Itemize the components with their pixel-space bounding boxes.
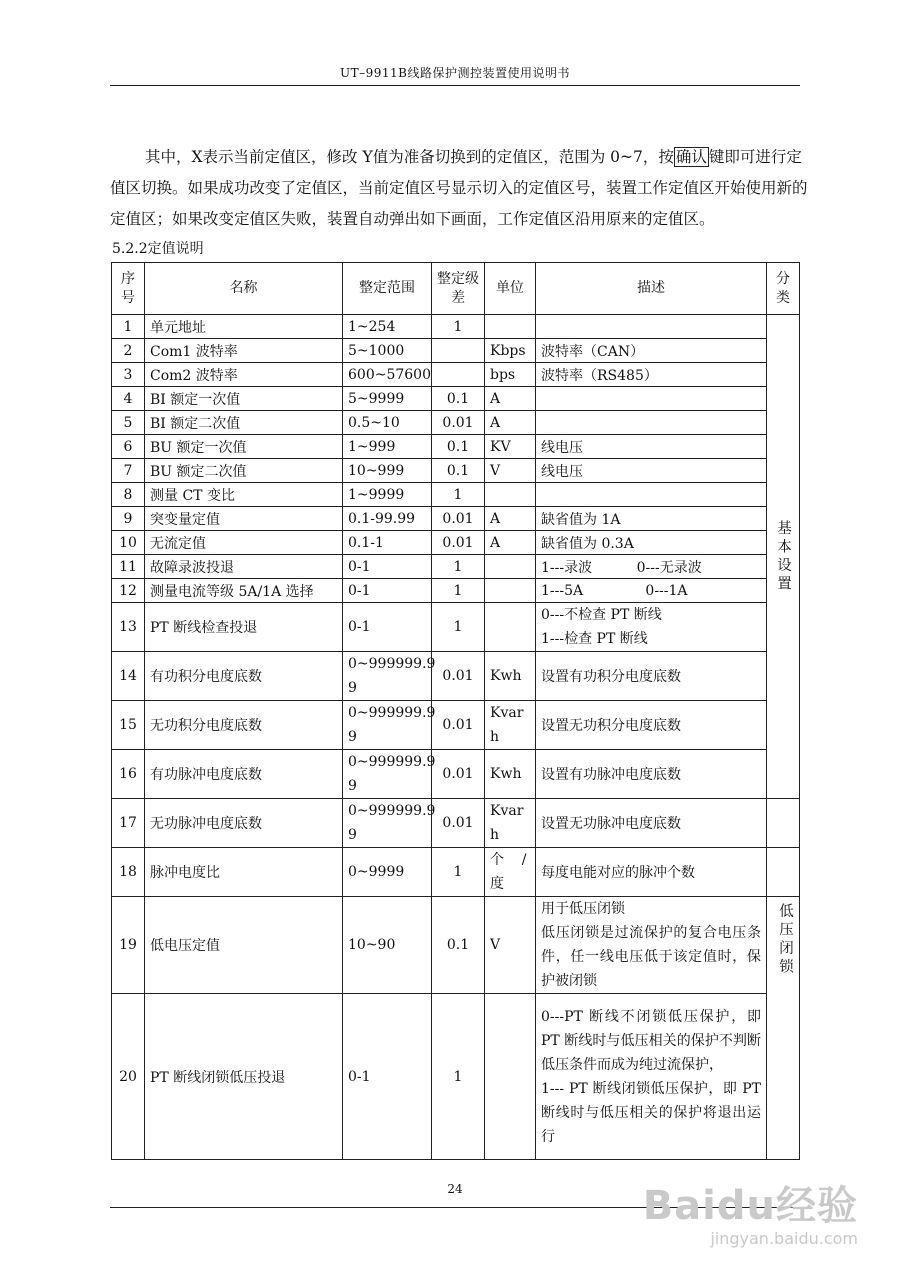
cell-step: 1 (432, 555, 485, 579)
cell-range: 1~254 (343, 315, 432, 339)
cell-name: 有功积分电度底数 (145, 652, 343, 701)
baidu-watermark (643, 1174, 858, 1248)
table-row (112, 848, 800, 897)
table-row (112, 339, 800, 363)
desc-line: 0---不检查 PT 断线 (541, 607, 662, 623)
cell-seq: 17 (112, 799, 145, 848)
cell-desc (536, 994, 767, 1160)
header-name: 名称 (145, 263, 343, 315)
table-row (112, 531, 800, 555)
table-row (112, 897, 800, 994)
unit-line: h (490, 729, 500, 745)
cell-range (343, 701, 436, 750)
cell-name: 故障录波投退 (145, 555, 343, 579)
header-unit: 单位 (485, 263, 536, 315)
cell-step: 0.1 (432, 387, 485, 411)
cell-name: PT 断线检查投退 (145, 603, 343, 652)
category-lowv (767, 897, 800, 1160)
cell-range: 1~9999 (343, 483, 432, 507)
range-line: 9 (348, 680, 357, 696)
cell-name: BI 额定二次值 (145, 411, 343, 435)
unit-line: Kvar (490, 803, 524, 819)
cell-range: 0.5~10 (343, 411, 432, 435)
cell-name: 测量 CT 变比 (145, 483, 343, 507)
cell-desc (536, 483, 767, 507)
cell-seq: 19 (112, 897, 145, 994)
table-row (112, 799, 800, 848)
cell-name: 无功脉冲电度底数 (145, 799, 343, 848)
cell-desc: 每度电能对应的脉冲个数 (536, 848, 767, 897)
unit-line: 度 (490, 876, 504, 892)
cell-range (343, 652, 436, 701)
cell-step: 0.01 (432, 411, 485, 435)
cell-seq: 9 (112, 507, 145, 531)
cell-unit (485, 483, 536, 507)
watermark-logo-text: Baidu经验 (642, 1183, 858, 1229)
cell-range: 10~90 (343, 897, 432, 994)
cell-name: Com1 波特率 (145, 339, 343, 363)
cell-unit: KV (485, 435, 536, 459)
cell-unit: V (485, 459, 536, 483)
unit-line: 个 / (490, 852, 527, 868)
cell-name: 无流定值 (145, 531, 343, 555)
cell-seq: 5 (112, 411, 145, 435)
cell-unit: A (485, 387, 536, 411)
header-desc: 描述 (536, 263, 767, 315)
cell-unit: A (485, 507, 536, 531)
cell-desc: 设置无功积分电度底数 (536, 701, 767, 750)
category-empty (767, 799, 800, 848)
intro-paragraph (110, 142, 815, 235)
watermark-url: jingyan.baidu.com (710, 1229, 858, 1248)
unit-line: h (490, 827, 500, 843)
range-line: 0~999999.9 (348, 656, 436, 672)
table-row (112, 652, 800, 701)
cell-seq: 20 (112, 994, 145, 1160)
header-cat: 分类 (767, 263, 800, 315)
cell-step: 0.01 (432, 507, 485, 531)
range-line: 9 (348, 729, 357, 745)
cell-unit (485, 555, 536, 579)
cell-step: 1 (432, 994, 485, 1160)
cell-unit (485, 799, 536, 848)
cell-name: 单元地址 (145, 315, 343, 339)
cell-step: 0.01 (432, 750, 485, 799)
cell-unit (485, 701, 536, 750)
range-line: 9 (348, 827, 357, 843)
cell-name: BU 额定一次值 (145, 435, 343, 459)
cell-step (432, 363, 485, 387)
table-row (112, 483, 800, 507)
cell-unit: bps (485, 363, 536, 387)
desc-line: 1--- PT 断线闭锁低压保护，即 PT 断线时与低压相关的保护将退出运行 (541, 1080, 761, 1145)
cell-unit (485, 603, 536, 652)
cell-desc: 波特率（RS485） (536, 363, 767, 387)
cell-desc: 缺省值为 0.3A (536, 531, 767, 555)
cell-step: 1 (432, 848, 485, 897)
category-lowv-label: 低压闭锁 (777, 903, 793, 977)
cell-range: 10~999 (343, 459, 432, 483)
cell-desc: 1---录波 0---无录波 (536, 555, 767, 579)
header-range: 整定范围 (343, 263, 432, 315)
table-row (112, 579, 800, 603)
cell-range: 0-1 (343, 555, 432, 579)
cell-range: 5~9999 (343, 387, 432, 411)
intro-text-1: 其中，X表示当前定值区，修改 Y值为准备切换到的定值区，范围为 0~7，按 (145, 148, 674, 166)
page-header-title: UT–9911B线路保护测控装置使用说明书 (340, 66, 570, 80)
cell-name: 无功积分电度底数 (145, 701, 343, 750)
cell-step: 0.01 (432, 531, 485, 555)
unit-line: Kvar (490, 705, 524, 721)
table-row (112, 701, 800, 750)
intro-text-2: 键即可进行定值区切换。如果成功改变了定值区，当前定值区号显示切入的定值区号，装置工作定值区开始使用新的定值区；如果改变定值区失败，装置自动弹出如下画面，工作定值区沿用原来的定值区。 (110, 148, 808, 228)
cell-step: 1 (432, 603, 485, 652)
cell-range: 600~57600 (343, 363, 432, 387)
cell-unit: Kwh (485, 750, 536, 799)
cell-step: 0.1 (432, 459, 485, 483)
cell-range: 0-1 (343, 603, 432, 652)
cell-unit (485, 315, 536, 339)
cell-range: 0.1-99.99 (343, 507, 432, 531)
cell-step: 0.01 (432, 799, 485, 848)
cell-unit: Kbps (485, 339, 536, 363)
cell-name: 低电压定值 (145, 897, 343, 994)
cell-seq: 8 (112, 483, 145, 507)
settings-table (111, 262, 800, 1160)
cell-desc (536, 387, 767, 411)
header-rule (110, 85, 800, 86)
cell-step: 0.01 (432, 701, 485, 750)
cell-desc: 线电压 (536, 459, 767, 483)
cell-seq: 16 (112, 750, 145, 799)
cell-seq: 2 (112, 339, 145, 363)
cell-range: 5~1000 (343, 339, 432, 363)
cell-seq: 3 (112, 363, 145, 387)
cell-step: 1 (432, 483, 485, 507)
table-row (112, 411, 800, 435)
cell-desc (536, 315, 767, 339)
cell-name: 突变量定值 (145, 507, 343, 531)
cell-range: 0-1 (343, 994, 432, 1160)
cell-step: 1 (432, 579, 485, 603)
range-line: 0~999999.9 (348, 754, 436, 770)
cell-name: 脉冲电度比 (145, 848, 343, 897)
desc-line: 用于低压闭锁 (541, 901, 625, 917)
cell-step: 0.1 (432, 897, 485, 994)
cell-unit (485, 579, 536, 603)
table-row (112, 994, 800, 1160)
cell-name: 测量电流等级 5A/1A 选择 (145, 579, 343, 603)
category-basic: 基本设置 (767, 315, 800, 799)
cell-range: 1~999 (343, 435, 432, 459)
cell-name: Com2 波特率 (145, 363, 343, 387)
table-row (112, 750, 800, 799)
cell-range (343, 799, 436, 848)
cell-seq: 10 (112, 531, 145, 555)
cell-range: 0~9999 (343, 848, 432, 897)
cell-range: 0.1-1 (343, 531, 432, 555)
desc-line: 1---检查 PT 断线 (541, 631, 648, 647)
cell-step: 0.01 (432, 652, 485, 701)
table-row (112, 435, 800, 459)
cell-step: 1 (432, 315, 485, 339)
header-seq: 序号 (112, 263, 145, 315)
cell-unit: V (485, 897, 536, 994)
cell-desc (536, 411, 767, 435)
cell-seq: 13 (112, 603, 145, 652)
cell-seq: 6 (112, 435, 145, 459)
table-row (112, 459, 800, 483)
table-row (112, 315, 800, 339)
table-row (112, 387, 800, 411)
range-line: 0~999999.9 (348, 705, 436, 721)
cell-range: 0-1 (343, 579, 432, 603)
cell-desc (536, 603, 767, 652)
table-header-row (112, 263, 800, 315)
cell-name: 有功脉冲电度底数 (145, 750, 343, 799)
table-row (112, 555, 800, 579)
desc-line: 低压闭锁是过流保护的复合电压条件，任一线电压低于该定值时，保护被闭锁 (541, 925, 761, 989)
cell-unit (485, 994, 536, 1160)
cell-desc: 设置有功积分电度底数 (536, 652, 767, 701)
cell-seq: 14 (112, 652, 145, 701)
cell-seq: 18 (112, 848, 145, 897)
cell-desc: 波特率（CAN） (536, 339, 767, 363)
cell-desc: 缺省值为 1A (536, 507, 767, 531)
cell-name: PT 断线闭锁低压投退 (145, 994, 343, 1160)
cell-desc (536, 897, 767, 994)
page-number: 24 (447, 1182, 463, 1196)
cell-seq: 7 (112, 459, 145, 483)
cell-name: BU 额定二次值 (145, 459, 343, 483)
cell-seq: 4 (112, 387, 145, 411)
cell-name: BI 额定一次值 (145, 387, 343, 411)
cell-step: 0.1 (432, 435, 485, 459)
cell-seq: 11 (112, 555, 145, 579)
cell-seq: 12 (112, 579, 145, 603)
cell-desc: 线电压 (536, 435, 767, 459)
cell-unit: A (485, 531, 536, 555)
cell-range (343, 750, 436, 799)
range-line: 0~999999.9 (348, 803, 436, 819)
cell-desc: 1---5A 0---1A (536, 579, 767, 603)
desc-line: 0---PT 断线不闭锁低压保护，即 PT 断线时与低压相关的保护不判断低压条件而成为纯过流保护， (541, 1008, 761, 1073)
cell-unit: Kwh (485, 652, 536, 701)
range-line: 9 (348, 778, 357, 794)
cell-seq: 15 (112, 701, 145, 750)
table-row (112, 603, 800, 652)
cell-desc: 设置无功脉冲电度底数 (536, 799, 767, 848)
category-empty (767, 848, 800, 897)
cell-unit (485, 848, 536, 897)
cell-step (432, 339, 485, 363)
confirm-key-label: 确认 (675, 148, 707, 166)
table-row (112, 363, 800, 387)
table-row (112, 507, 800, 531)
section-title: 5.2.2定值说明 (112, 241, 204, 257)
cell-desc: 设置有功脉冲电度底数 (536, 750, 767, 799)
header-step: 整定级差 (432, 263, 485, 315)
cell-unit: A (485, 411, 536, 435)
cell-seq: 1 (112, 315, 145, 339)
